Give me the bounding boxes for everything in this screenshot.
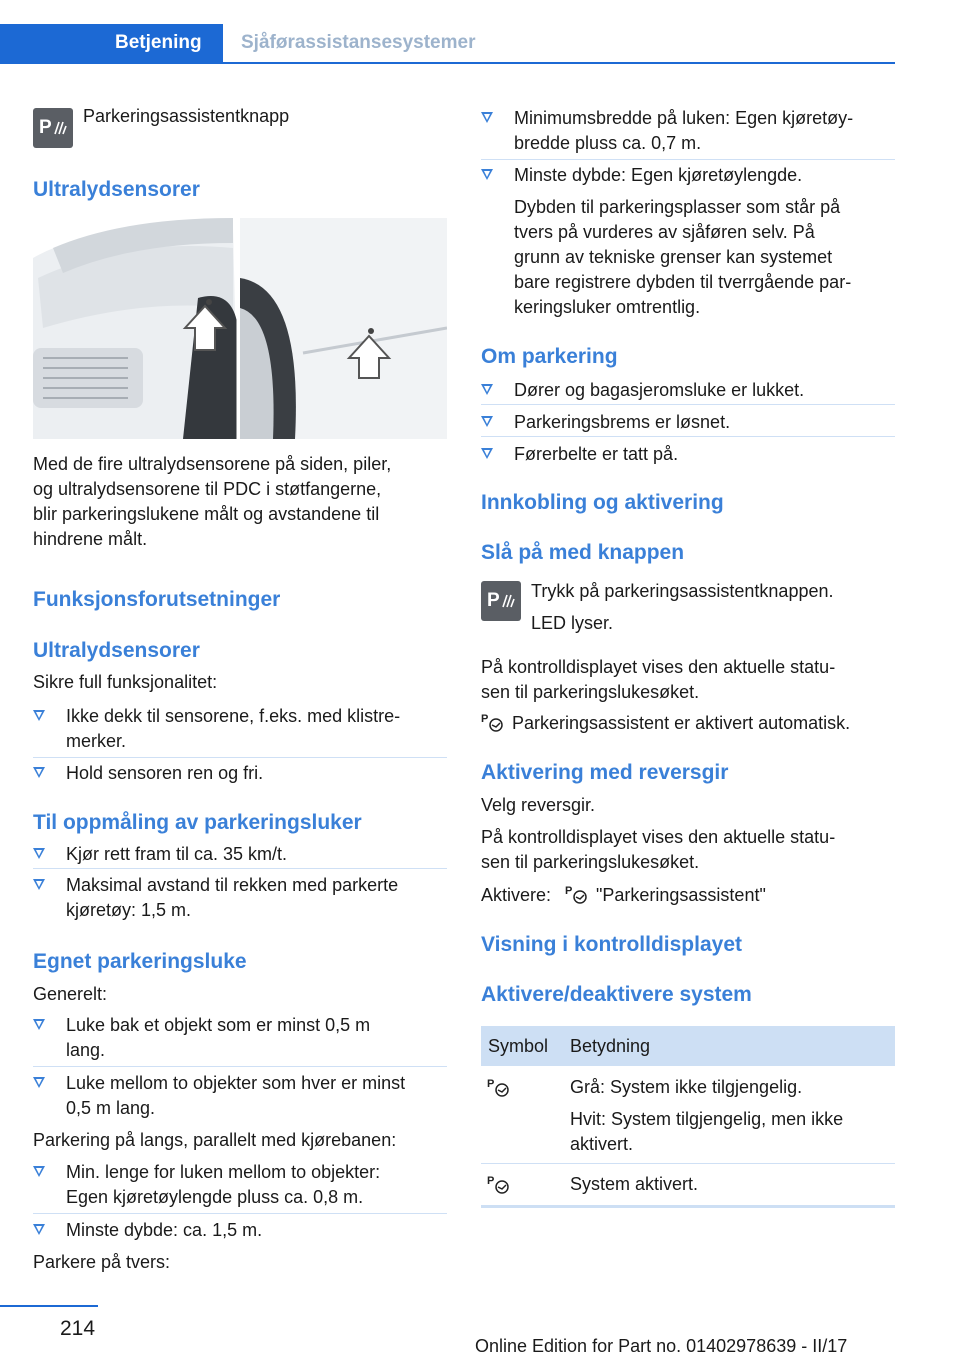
text-line: bare registrere dybden til tverrgående par- [514,272,852,292]
heading-aktivering: Aktivering med reversgir [481,761,729,784]
heading-funksjon: Funksjonsforutsetninger [33,588,281,611]
heading-egnet: Egnet parkeringsluke [33,950,247,973]
heading-visning: Visning i kontrolldisplayet [481,933,742,956]
text-line: Min. lenge for luken mellom to objekter: [66,1162,381,1182]
parking-assistant-gray-icon [487,1076,511,1098]
kontroll-paragraph-1 [481,655,895,705]
table-row [481,1164,895,1204]
auto-text: Parkeringsassistent er aktivert automatisk. [512,713,851,733]
text-line: Maksimal avstand til rekken med parkerte [66,875,399,895]
triangle-bullet-icon [481,169,493,180]
divider [481,159,895,160]
text-line: Kjør rett fram til ca. 35 km/t. [66,844,288,864]
text-line: Hvit: System tilgjengelig, men ikke [570,1109,844,1129]
divider [481,436,895,437]
divider [481,404,895,405]
text-line: Parkeringsbrems er løsnet. [514,412,731,432]
text-line: Minste dybde: Egen kjøretøylengde. [514,165,803,185]
divider [33,1066,447,1067]
heading-ultralyd: Ultralydsensorer [33,178,200,201]
langs-text: Parkering på langs, parallelt med kjørebanen: [33,1130,397,1150]
velg-text: Velg reversgir. [481,795,596,815]
parking-assistant-active-icon [487,1173,511,1195]
triangle-bullet-icon [33,848,45,859]
aktivere-value: "Parkeringsassistent" [596,885,766,905]
text-line: På kontrolldisplayet vises den aktuelle statu- [481,657,836,677]
parking-assistant-symbol-icon [481,711,505,733]
text-line: På kontrolldisplayet vises den aktuelle statu- [481,827,836,847]
text-line: tvers på vurderes av sjåføren selv. På [514,222,815,242]
text-line: hindrene målt. [33,529,148,549]
sensor-illustration [33,218,447,439]
sikre-text: Sikre full funksjonalitet: [33,672,218,692]
heading-ultralyd-2: Ultralydsensorer [33,639,200,662]
button-caption: Parkeringsassistentknapp [83,106,290,126]
table-cell: System aktivert. [570,1174,699,1194]
text-line: sen til parkeringslukesøket. [481,682,700,702]
triangle-bullet-icon [481,448,493,459]
page-number: 214 [60,1317,96,1340]
parking-assist-button-icon: P [33,108,73,148]
triangle-bullet-icon [33,1077,45,1088]
divider [33,757,447,758]
svg-text:P: P [565,885,573,897]
parking-assistant-symbol-icon [565,883,589,905]
text-line: bredde pluss ca. 0,7 m. [514,133,702,153]
table-bottom-border [481,1205,895,1208]
kontroll-paragraph-2 [481,825,895,875]
header-chapter-tab: Sjåførassistansesystemer [241,32,476,53]
text-line: merker. [66,731,127,751]
table-row [481,1066,895,1163]
divider [33,1213,447,1214]
heading-oppmaling: Til oppmåling av parkeringsluker [33,811,362,834]
svg-text:P: P [487,1175,495,1187]
text-line: og ultralydsensorene til PDC i støtfangerne, [33,479,382,499]
text-line: grunn av tekniske grenser kan systemet [514,247,833,267]
text-line: Luke bak et objekt som er minst 0,5 m [66,1015,371,1035]
text-line: 0,5 m lang. [66,1098,156,1118]
triangle-bullet-icon [481,112,493,123]
svg-text:P: P [481,713,489,725]
triangle-bullet-icon [481,416,493,427]
divider [33,868,447,869]
footer-divider [0,1305,98,1307]
heading-aktivere-deaktivere: Aktivere/deaktivere system [481,983,752,1006]
text-line: aktivert. [570,1134,634,1154]
header-divider [0,62,895,64]
triangle-bullet-icon [481,384,493,395]
table-header-betydning: Betydning [570,1036,651,1056]
edition-text: Online Edition for Part no. 01402978639 - II/17 [475,1336,848,1356]
generelt-text: Generelt: [33,984,108,1004]
text-line: Hold sensoren ren og fri. [66,763,264,783]
dybde-note [514,195,894,320]
text-line: kjøretøy: 1,5 m. [66,900,192,920]
triangle-bullet-icon [33,1224,45,1235]
text-line: Førerbelte er tatt på. [514,444,679,464]
triangle-bullet-icon [33,767,45,778]
triangle-bullet-icon [33,1019,45,1030]
trykk-text: Trykk på parkeringsassistentknappen. [531,581,834,601]
text-line: Med de fire ultralydsensorene på siden, piler, [33,454,392,474]
table-header-symbol: Symbol [488,1036,549,1056]
parking-assist-button-icon: P [481,581,521,621]
heading-innkobling: Innkobling og aktivering [481,491,724,514]
heading-sla-pa: Slå på med knappen [481,541,685,564]
text-line: Grå: System ikke tilgjengelig. [570,1077,803,1097]
table-header [481,1026,895,1066]
sensors-paragraph [33,452,447,552]
text-line: Ikke dekk til sensorene, f.eks. med klistre- [66,706,401,726]
text-line: Dører og bagasjeromsluke er lukket. [514,380,805,400]
text-line: Minste dybde: ca. 1,5 m. [66,1220,263,1240]
triangle-bullet-icon [33,710,45,721]
table-cell [570,1075,890,1157]
tvers-text: Parkere på tvers: [33,1252,171,1272]
text-line: keringsluker omtrentlig. [514,297,701,317]
text-line: sen til parkeringslukesøket. [481,852,700,872]
heading-om-parkering: Om parkering [481,345,618,368]
led-text: LED lyser. [531,613,614,633]
text-line: Luke mellom to objekter som hver er minst [66,1073,406,1093]
text-line: blir parkeringslukene målt og avstandene til [33,504,380,524]
text-line: Dybden til parkeringsplasser som står på [514,197,841,217]
text-line: lang. [66,1040,106,1060]
header-section-tab: Betjening [0,24,223,62]
aktivere-label: Aktivere: [481,885,552,905]
text-line: Minimumsbredde på luken: Egen kjøretøy- [514,108,854,128]
svg-text:P: P [487,1078,495,1090]
text-line: Egen kjøretøylengde pluss ca. 0,8 m. [66,1187,364,1207]
triangle-bullet-icon [33,1166,45,1177]
triangle-bullet-icon [33,879,45,890]
